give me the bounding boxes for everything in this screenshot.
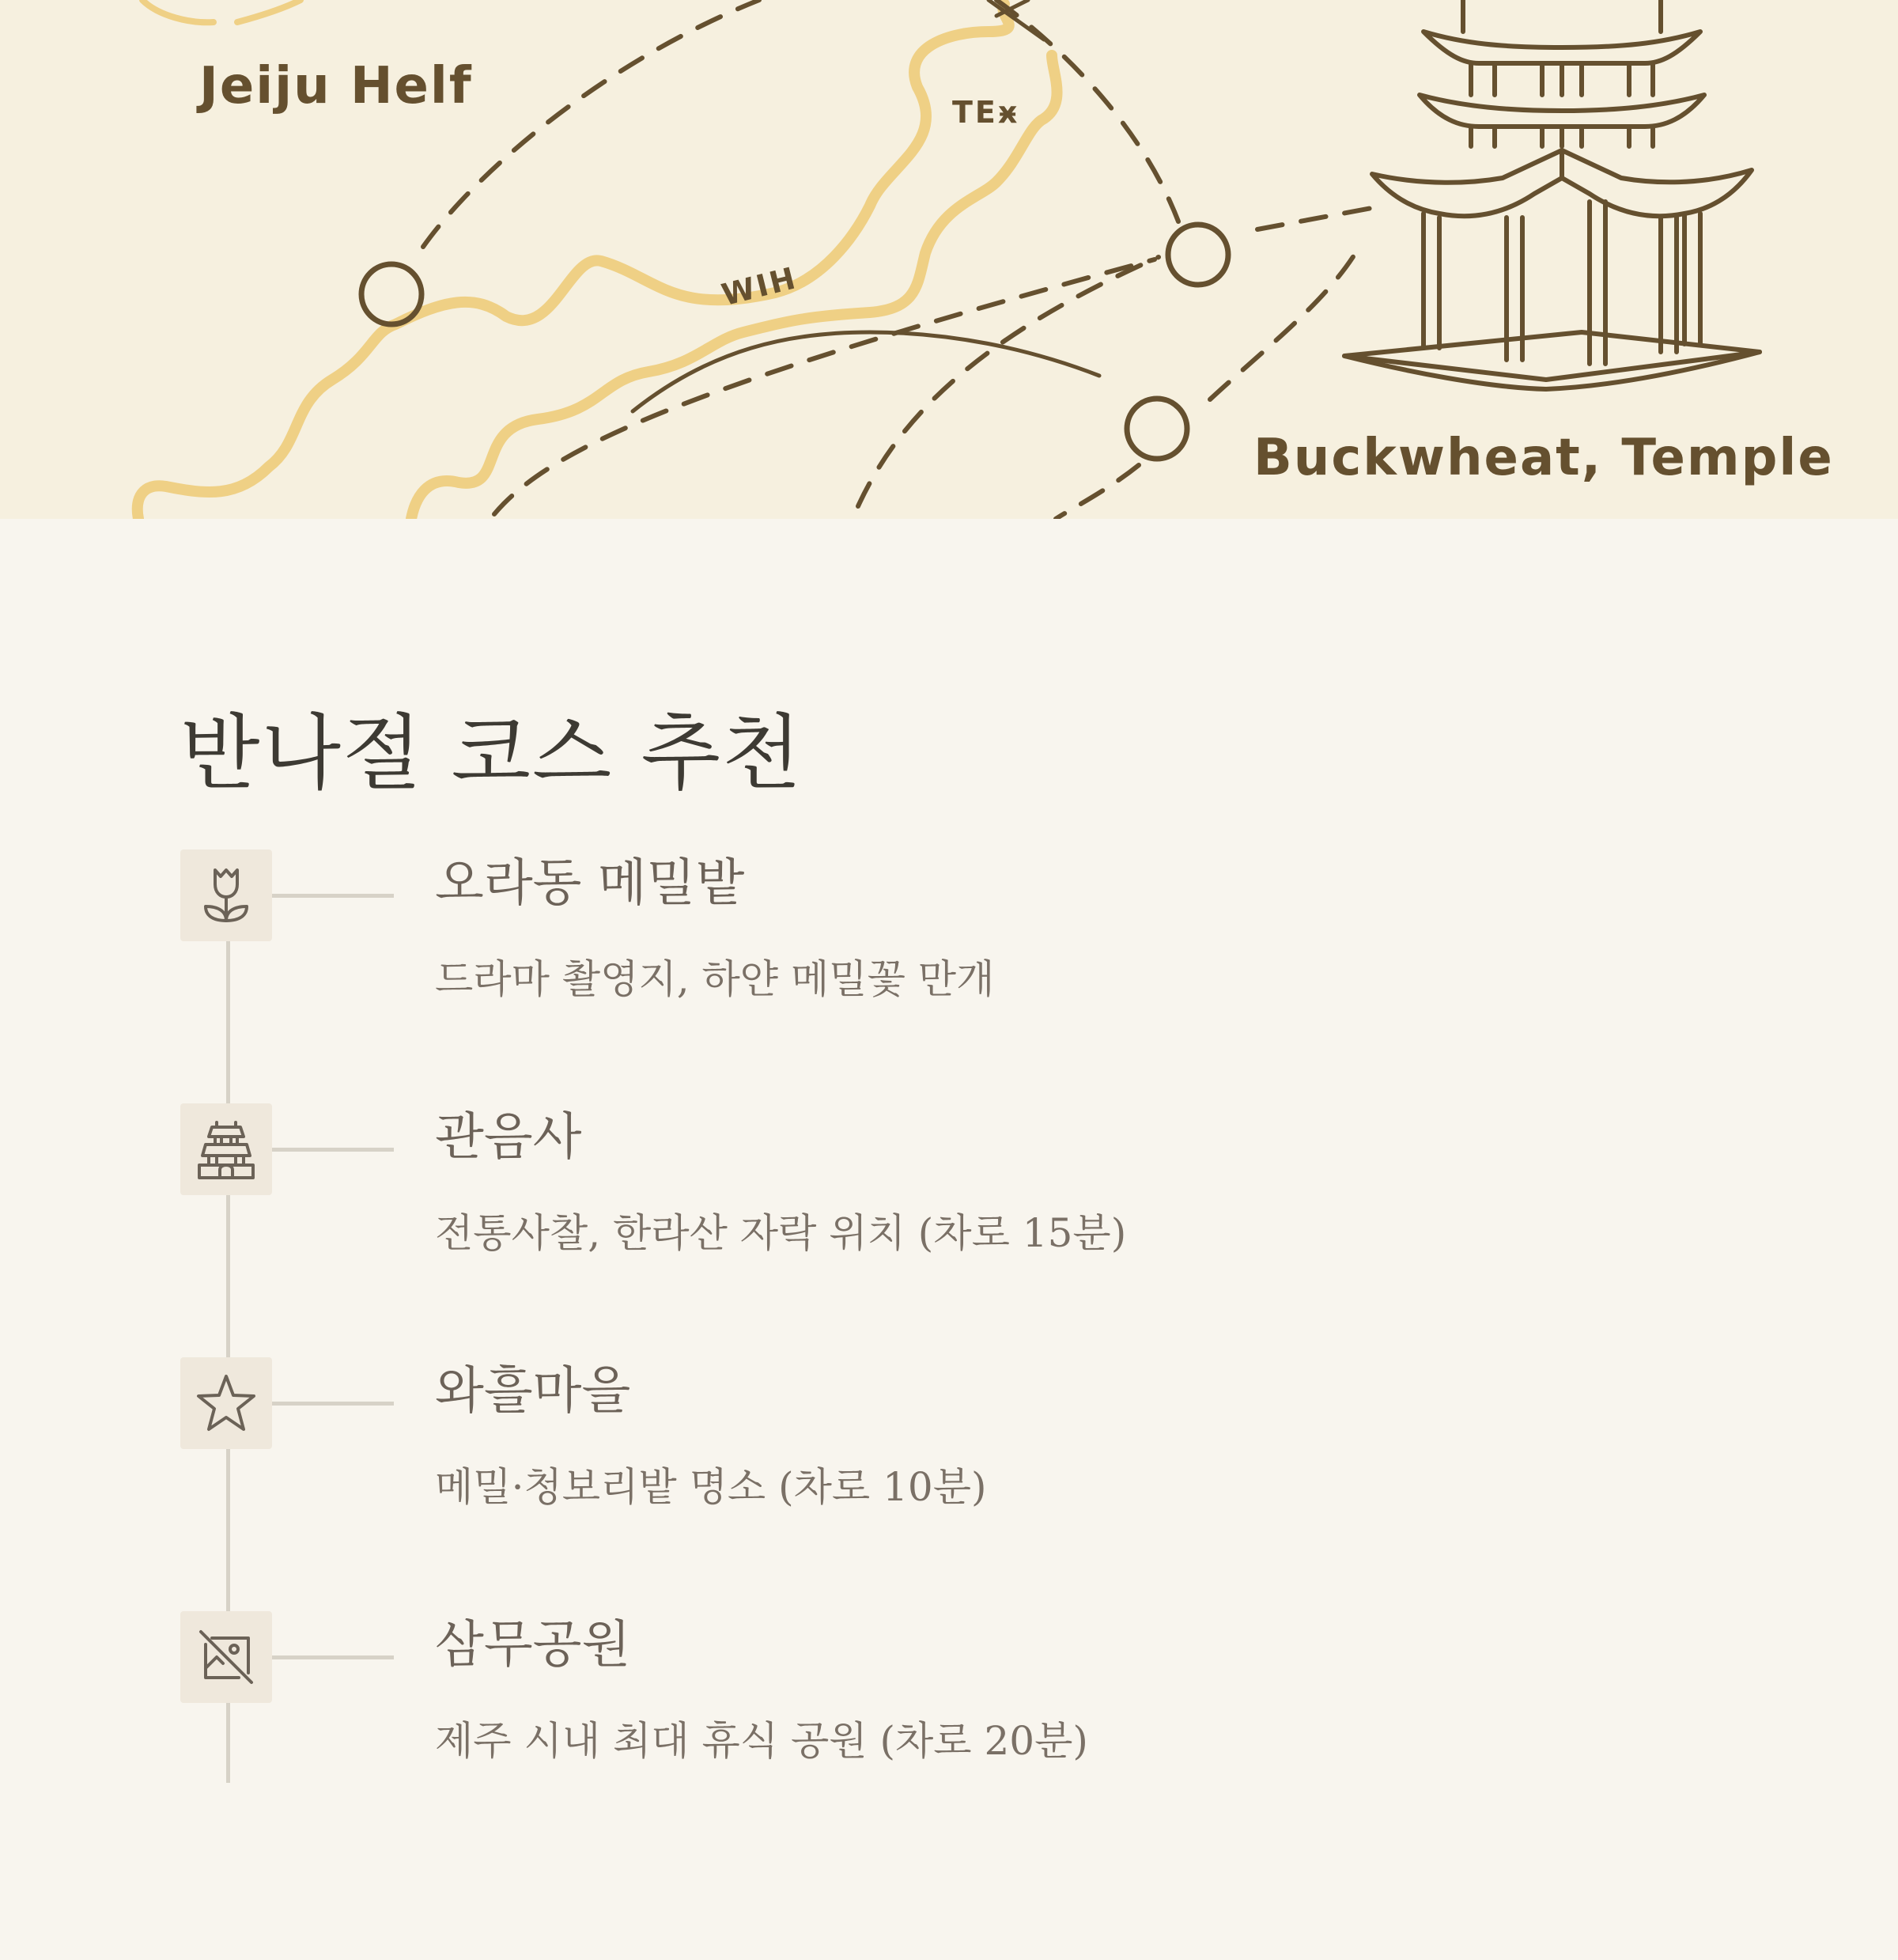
- map-route: [996, 0, 1178, 221]
- star-icon: [193, 1370, 259, 1436]
- sun-icon: [142, 0, 301, 22]
- map-route: [423, 0, 759, 247]
- course-name: 삼무공원: [435, 1616, 631, 1674]
- connector-line: [272, 1148, 394, 1152]
- icon-box: [180, 849, 272, 941]
- map-route: [1056, 465, 1139, 519]
- course-name: 오라동 메밀밭: [435, 854, 745, 913]
- course-description: 드라마 촬영지, 하얀 메밀꽃 만개: [435, 956, 995, 1002]
- map-label-right: Buckwheat, Temple: [1253, 429, 1834, 487]
- map-route: [494, 259, 1155, 514]
- icon-box: [180, 1103, 272, 1195]
- map-marker: [1127, 399, 1187, 459]
- course-item[interactable]: [180, 1357, 1762, 1563]
- map-label-left: Jeiju Helf: [199, 57, 473, 115]
- pagoda-icon: [1344, 0, 1760, 389]
- course-name: 관음사: [435, 1108, 582, 1167]
- temple-icon: [193, 1116, 259, 1182]
- course-item[interactable]: [180, 1103, 1762, 1309]
- map-route: [858, 257, 1159, 506]
- icon-box: [180, 1611, 272, 1703]
- map-route: [1210, 245, 1360, 399]
- icon-box: [180, 1357, 272, 1449]
- course-item[interactable]: [180, 1611, 1762, 1817]
- connector-line: [272, 1402, 394, 1406]
- no-image-icon: [193, 1624, 259, 1690]
- map-label-small: TEӿ: [952, 95, 1020, 130]
- course-item[interactable]: [180, 849, 1762, 1055]
- course-description: 제주 시내 최대 휴식 공원 (차로 20분): [435, 1718, 1088, 1764]
- connector-line: [272, 894, 394, 898]
- map-marker: [361, 264, 422, 324]
- section-title: 반나절 코스 추천: [180, 705, 803, 801]
- course-name: 와흘마을: [435, 1362, 631, 1421]
- tulip-icon: [193, 862, 259, 929]
- course-description: 전통사찰, 한라산 자락 위치 (차로 15분): [435, 1210, 1127, 1256]
- connector-line: [272, 1655, 394, 1659]
- map-marker: [1168, 225, 1228, 285]
- map-route: [1257, 207, 1376, 229]
- course-description: 메밀·청보리밭 명소 (차로 10분): [435, 1464, 987, 1510]
- map-label-small: WIH: [718, 259, 801, 313]
- hero-map-illustration: [0, 0, 1898, 519]
